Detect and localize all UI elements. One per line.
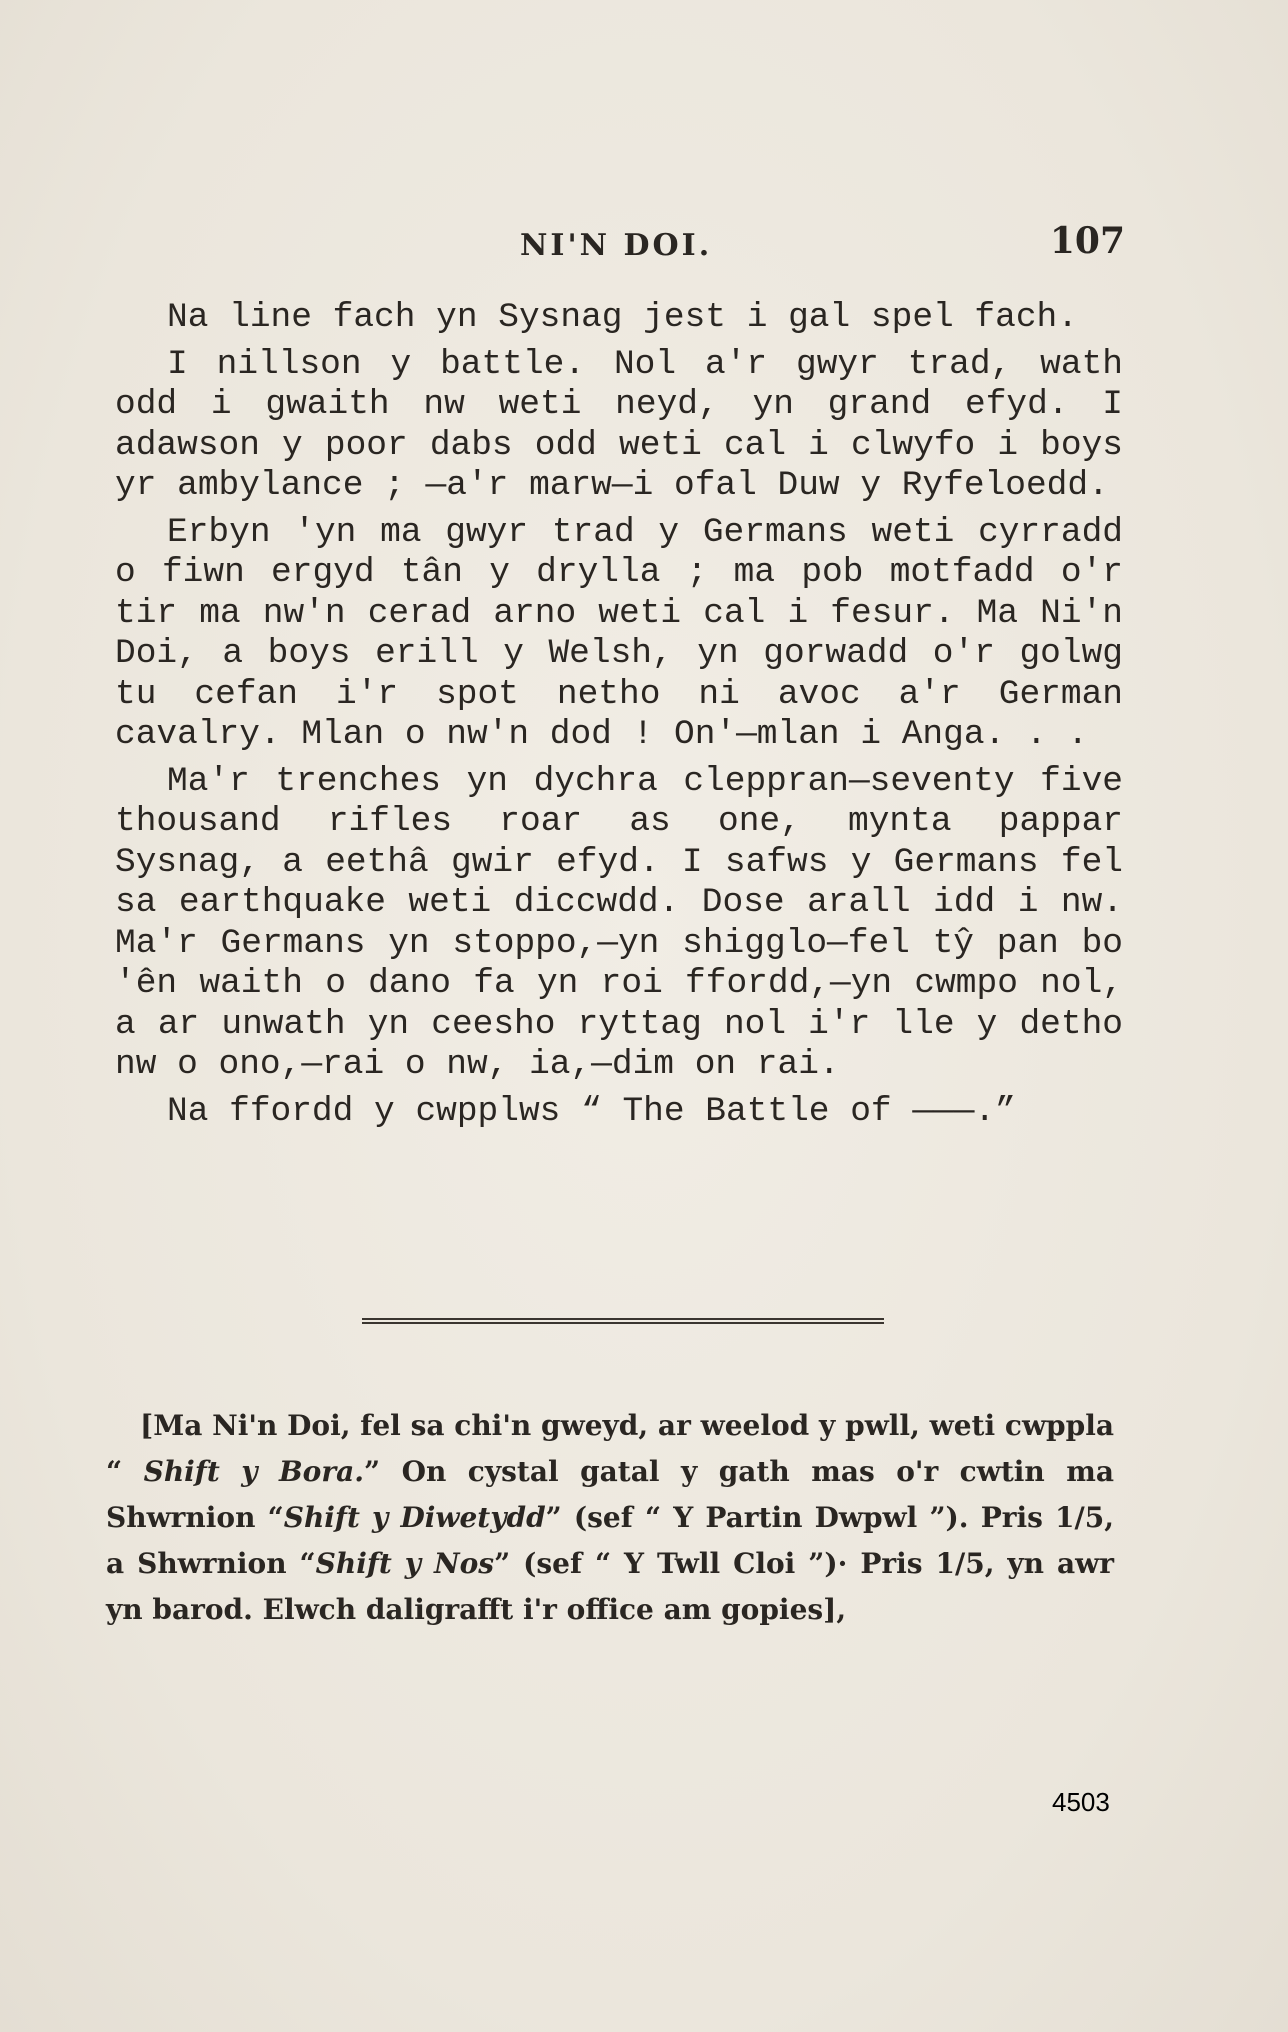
footnote-title: Shift y Bora. <box>143 1455 364 1488</box>
footnote-text: ” (sef “ Y Twll Cloi ”)· Pris 1/5, yn awr yn barod. Elwch daligrafft i'r office am gopies], <box>106 1547 1114 1626</box>
paragraph: Na ffordd y cwpplws “ The Battle of ———.” <box>167 1091 1016 1131</box>
body-text <box>115 298 1123 1138</box>
running-title: NI'N DOI. <box>520 228 713 263</box>
footnote <box>106 1403 1114 1633</box>
catalog-number: 4503 <box>1052 1787 1110 1817</box>
page-number: 107 <box>1049 220 1125 262</box>
footnote-title: Shift y Diwetydd <box>283 1501 546 1534</box>
footnote-text: [Ma Ni'n Doi, fel sa chi'n gweyd, ar weelod y pwll, weti cwppla “ <box>106 1409 1114 1488</box>
paragraph: Ma'r trenches yn dychra cleppran—seventy five thousand rifles roar as one, mynta pappar Sysnag, a eethâ gwir efyd. I safws y Germans fel sa earthquake weti diccwdd. Dose arall idd i nw. Ma'r Germans yn stoppo,—yn shigglo—fel tŷ pan bo 'ên waith o dano fa yn roi ffordd,—yn cwmpo nol, a ar unwath yn ceesho ryttag nol i'r lle y detho nw o ono,—rai o nw, ia,—dim on rai. <box>115 761 1123 1084</box>
footnote-paragraph <box>106 1403 1114 1633</box>
page-header <box>115 218 1125 268</box>
paragraph: Na line fach yn Sysnag jest i gal spel fach. <box>167 298 1078 337</box>
section-divider <box>362 1318 884 1324</box>
paragraph: I nillson y battle. Nol a'r gwyr trad, wath odd i gwaith nw weti neyd, yn grand efyd. I adawson y poor dabs odd weti cal i clwyfo i boys yr ambylance ; —a'r marw—i ofal Duw y Ryfeloedd. <box>115 344 1123 505</box>
footnote-title: Shift y Nos <box>315 1547 495 1580</box>
footnote-text: ” On cystal gatal y gath mas o'r cwtin ma Shwrnion “ <box>106 1455 1115 1534</box>
paragraph: Erbyn 'yn ma gwyr trad y Germans weti cyrradd o fiwn ergyd tân y drylla ; ma pob motfadd o'r tir ma nw'n cerad arno weti cal i fesur. Ma Ni'n Doi, a boys erill y Welsh, yn gorwadd o'r golwg tu cefan i'r spot netho ni avoc a'r German cavalry. Mlan o nw'n dod ! On'—mlan i Anga. . . <box>115 512 1123 754</box>
footnote-text: ” (sef “ Y Partin Dwpwl ”). Pris 1/5, a Shwrnion “ <box>106 1501 1114 1580</box>
